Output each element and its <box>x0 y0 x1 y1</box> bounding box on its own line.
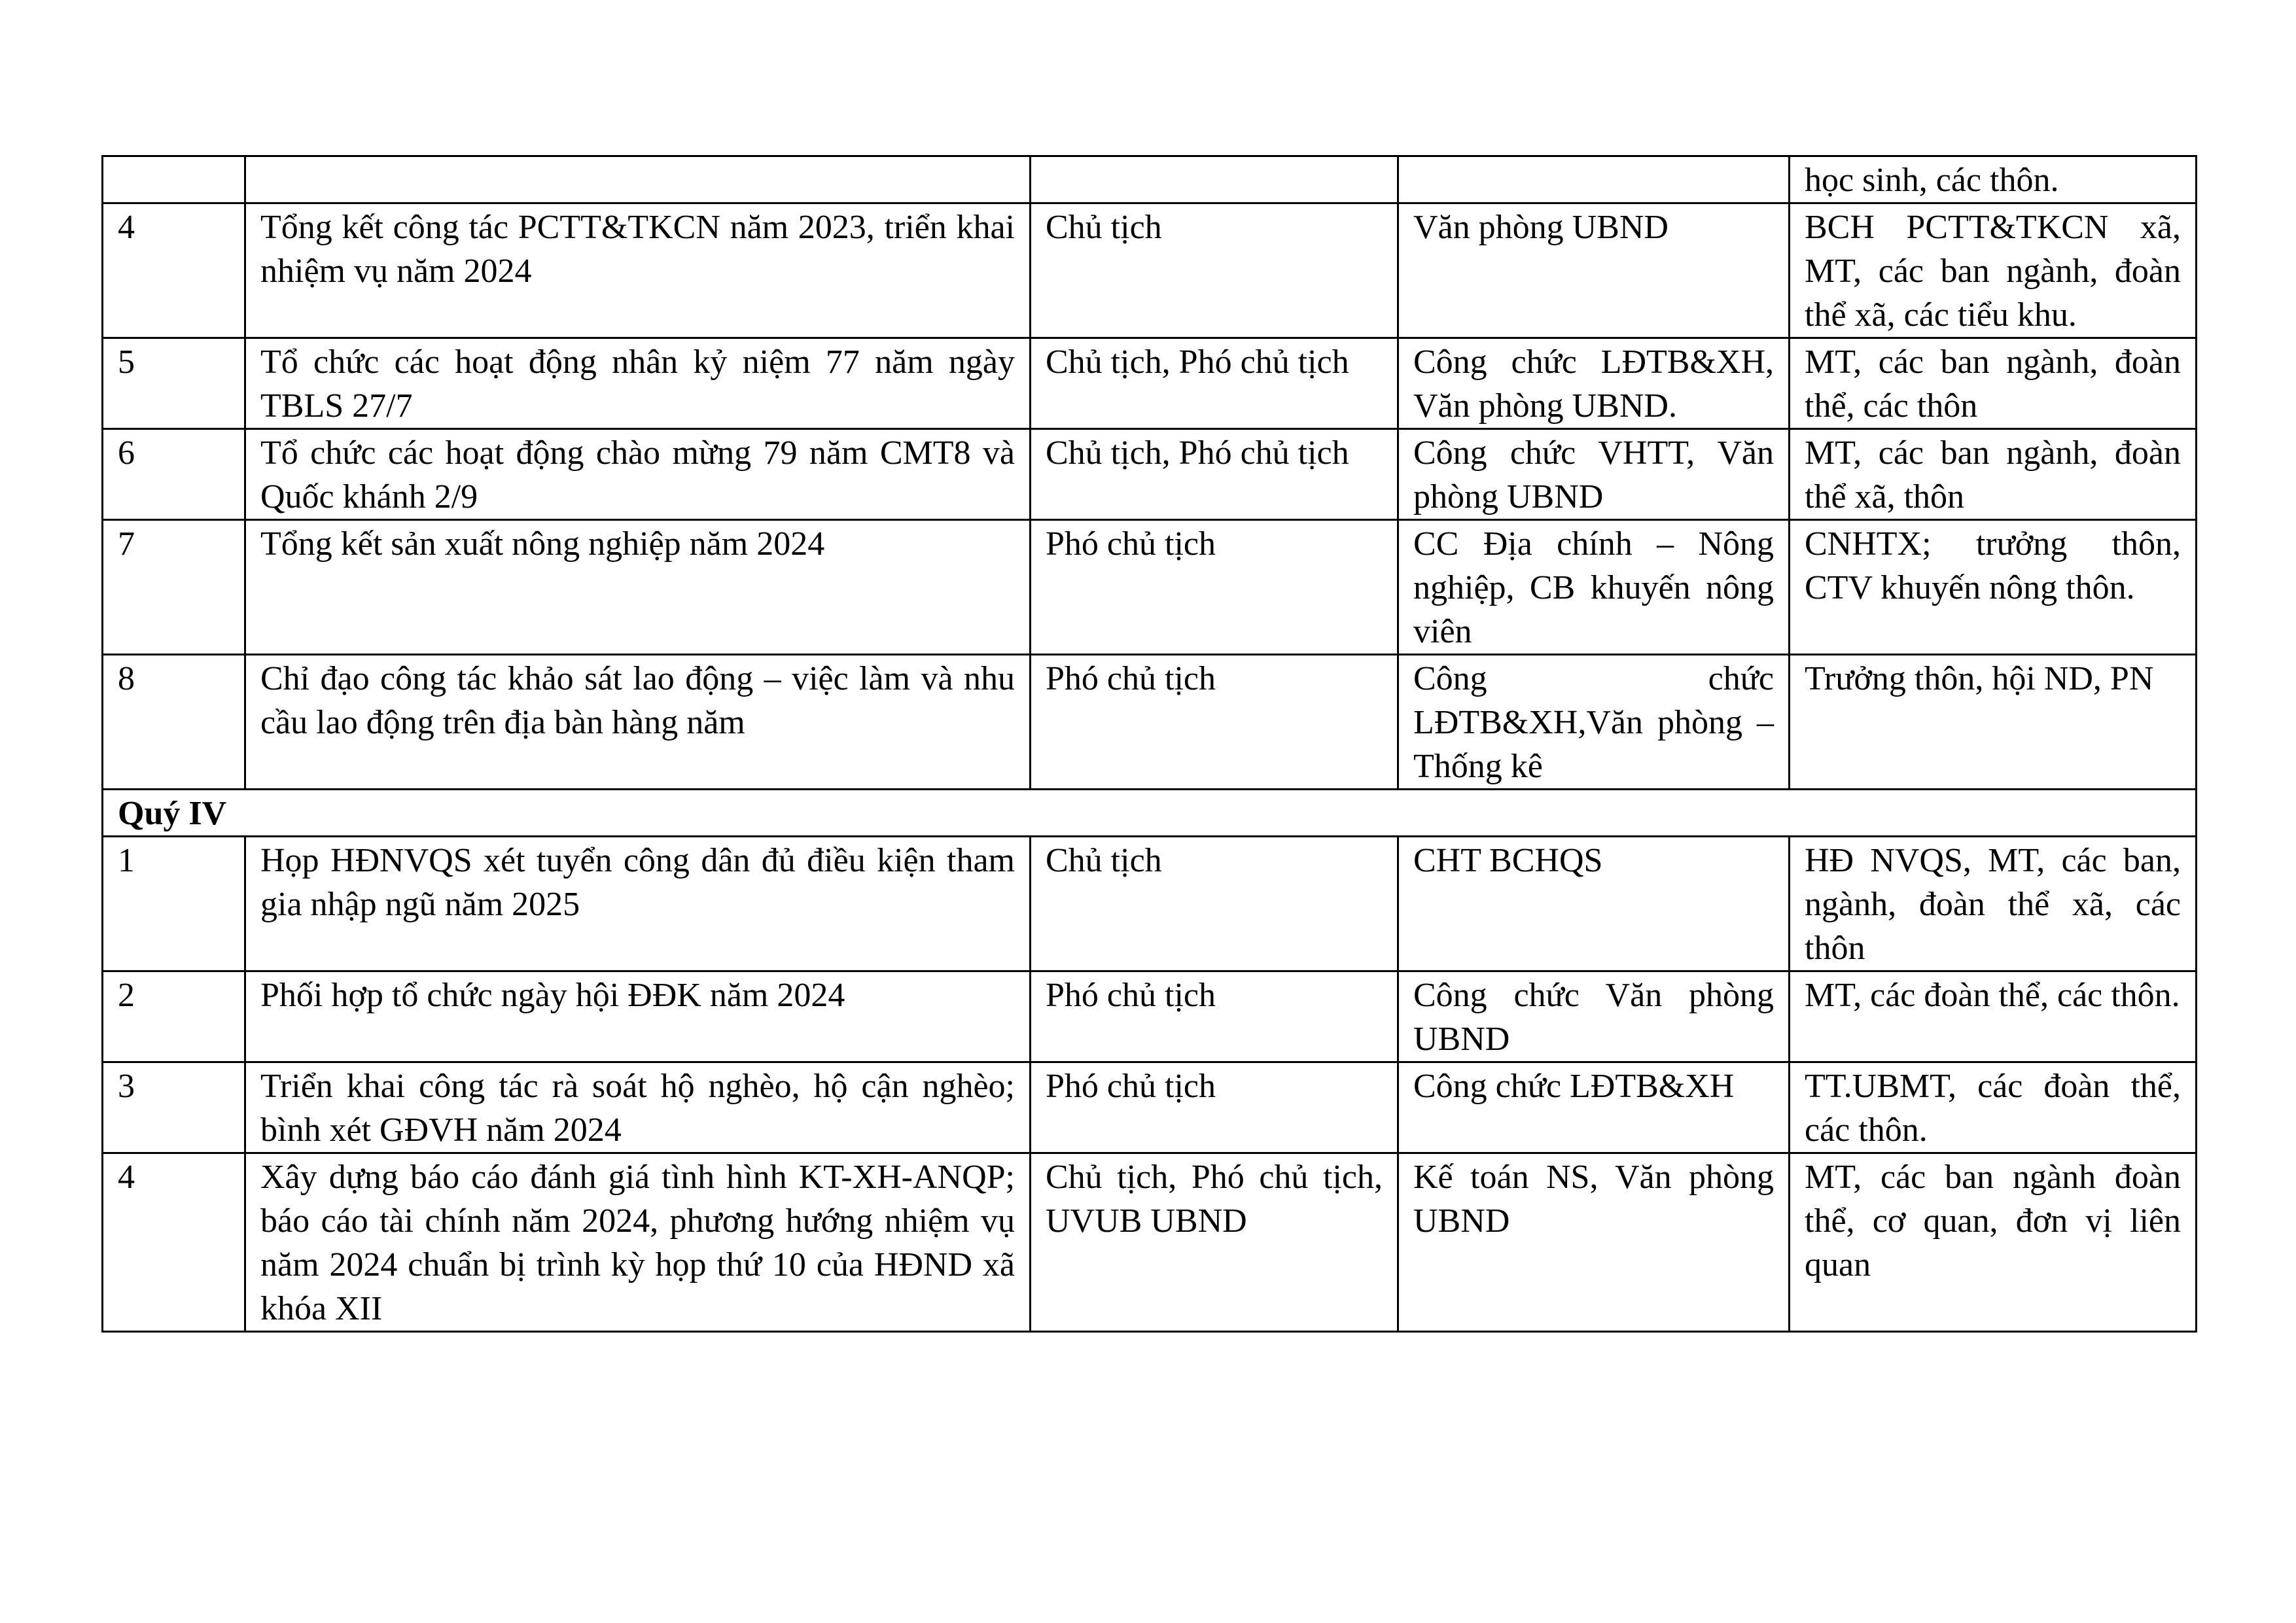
cell-task <box>245 156 1031 203</box>
cell-lead: Chủ tịch <box>1031 837 1398 971</box>
cell-task: Triển khai công tác rà soát hộ nghèo, hộ cận nghèo; bình xét GĐVH năm 2024 <box>245 1062 1031 1153</box>
cell-number <box>103 156 245 203</box>
cell-coordinators: MT, các ban ngành, đoàn thể xã, thôn <box>1790 429 2197 520</box>
cell-lead: Chủ tịch, Phó chủ tịch <box>1031 338 1398 429</box>
section-heading-quarter-4: Quý IV <box>103 790 2197 837</box>
table-row <box>103 203 2197 338</box>
cell-lead <box>1031 156 1398 203</box>
cell-coordinators: TT.UBMT, các đoàn thể, các thôn. <box>1790 1062 2197 1153</box>
cell-host: Kế toán NS, Văn phòng UBND <box>1398 1153 1790 1332</box>
cell-coordinators: HĐ NVQS, MT, các ban, ngành, đoàn thể xã, các thôn <box>1790 837 2197 971</box>
cell-number: 2 <box>103 971 245 1062</box>
cell-coordinators: Trưởng thôn, hội ND, PN <box>1790 655 2197 790</box>
table-row <box>103 1153 2197 1332</box>
cell-host: Công chức LĐTB&XH <box>1398 1062 1790 1153</box>
cell-number: 3 <box>103 1062 245 1153</box>
cell-task: Tổng kết sản xuất nông nghiệp năm 2024 <box>245 520 1031 655</box>
cell-lead: Phó chủ tịch <box>1031 971 1398 1062</box>
cell-host: Công chức LĐTB&XH,Văn phòng – Thống kê <box>1398 655 1790 790</box>
cell-host: Công chức VHTT, Văn phòng UBND <box>1398 429 1790 520</box>
cell-host <box>1398 156 1790 203</box>
table-row <box>103 655 2197 790</box>
cell-number: 5 <box>103 338 245 429</box>
cell-task: Tổ chức các hoạt động nhân kỷ niệm 77 năm ngày TBLS 27/7 <box>245 338 1031 429</box>
cell-coordinators: MT, các ban ngành đoàn thể, cơ quan, đơn vị liên quan <box>1790 1153 2197 1332</box>
table-row <box>103 520 2197 655</box>
cell-coordinators: MT, các ban ngành, đoàn thể, các thôn <box>1790 338 2197 429</box>
cell-lead: Phó chủ tịch <box>1031 1062 1398 1153</box>
cell-coordinators: MT, các đoàn thể, các thôn. <box>1790 971 2197 1062</box>
table-row <box>103 837 2197 971</box>
cell-host: CC Địa chính – Nông nghiệp, CB khuyến nông viên <box>1398 520 1790 655</box>
cell-task: Họp HĐNVQS xét tuyển công dân đủ điều kiện tham gia nhập ngũ năm 2025 <box>245 837 1031 971</box>
cell-task: Tổ chức các hoạt động chào mừng 79 năm CMT8 và Quốc khánh 2/9 <box>245 429 1031 520</box>
cell-coordinators: CNHTX; trưởng thôn, CTV khuyến nông thôn. <box>1790 520 2197 655</box>
cell-number: 8 <box>103 655 245 790</box>
cell-lead: Chủ tịch, Phó chủ tịch <box>1031 429 1398 520</box>
cell-lead: Chủ tịch, Phó chủ tịch, UVUB UBND <box>1031 1153 1398 1332</box>
table-row <box>103 338 2197 429</box>
task-schedule-table <box>101 155 2197 1333</box>
cell-number: 4 <box>103 1153 245 1332</box>
cell-number: 1 <box>103 837 245 971</box>
cell-task: Tổng kết công tác PCTT&TKCN năm 2023, triển khai nhiệm vụ năm 2024 <box>245 203 1031 338</box>
cell-lead: Phó chủ tịch <box>1031 655 1398 790</box>
cell-coordinators: học sinh, các thôn. <box>1790 156 2197 203</box>
cell-lead: Chủ tịch <box>1031 203 1398 338</box>
cell-task: Xây dựng báo cáo đánh giá tình hình KT-XH-ANQP; báo cáo tài chính năm 2024, phương hướng nhiệm vụ năm 2024 chuẩn bị trình kỳ họp thứ 10 của HĐND xã khóa XII <box>245 1153 1031 1332</box>
cell-host: Công chức LĐTB&XH, Văn phòng UBND. <box>1398 338 1790 429</box>
cell-host: Văn phòng UBND <box>1398 203 1790 338</box>
section-row <box>103 790 2197 837</box>
table-row <box>103 156 2197 203</box>
cell-host: Công chức Văn phòng UBND <box>1398 971 1790 1062</box>
cell-lead: Phó chủ tịch <box>1031 520 1398 655</box>
cell-number: 6 <box>103 429 245 520</box>
table-row <box>103 1062 2197 1153</box>
table-row <box>103 429 2197 520</box>
cell-number: 4 <box>103 203 245 338</box>
table-row <box>103 971 2197 1062</box>
cell-host: CHT BCHQS <box>1398 837 1790 971</box>
cell-number: 7 <box>103 520 245 655</box>
cell-coordinators: BCH PCTT&TKCN xã, MT, các ban ngành, đoàn thể xã, các tiểu khu. <box>1790 203 2197 338</box>
cell-task: Chỉ đạo công tác khảo sát lao động – việc làm và nhu cầu lao động trên địa bàn hàng năm <box>245 655 1031 790</box>
cell-task: Phối hợp tổ chức ngày hội ĐĐK năm 2024 <box>245 971 1031 1062</box>
